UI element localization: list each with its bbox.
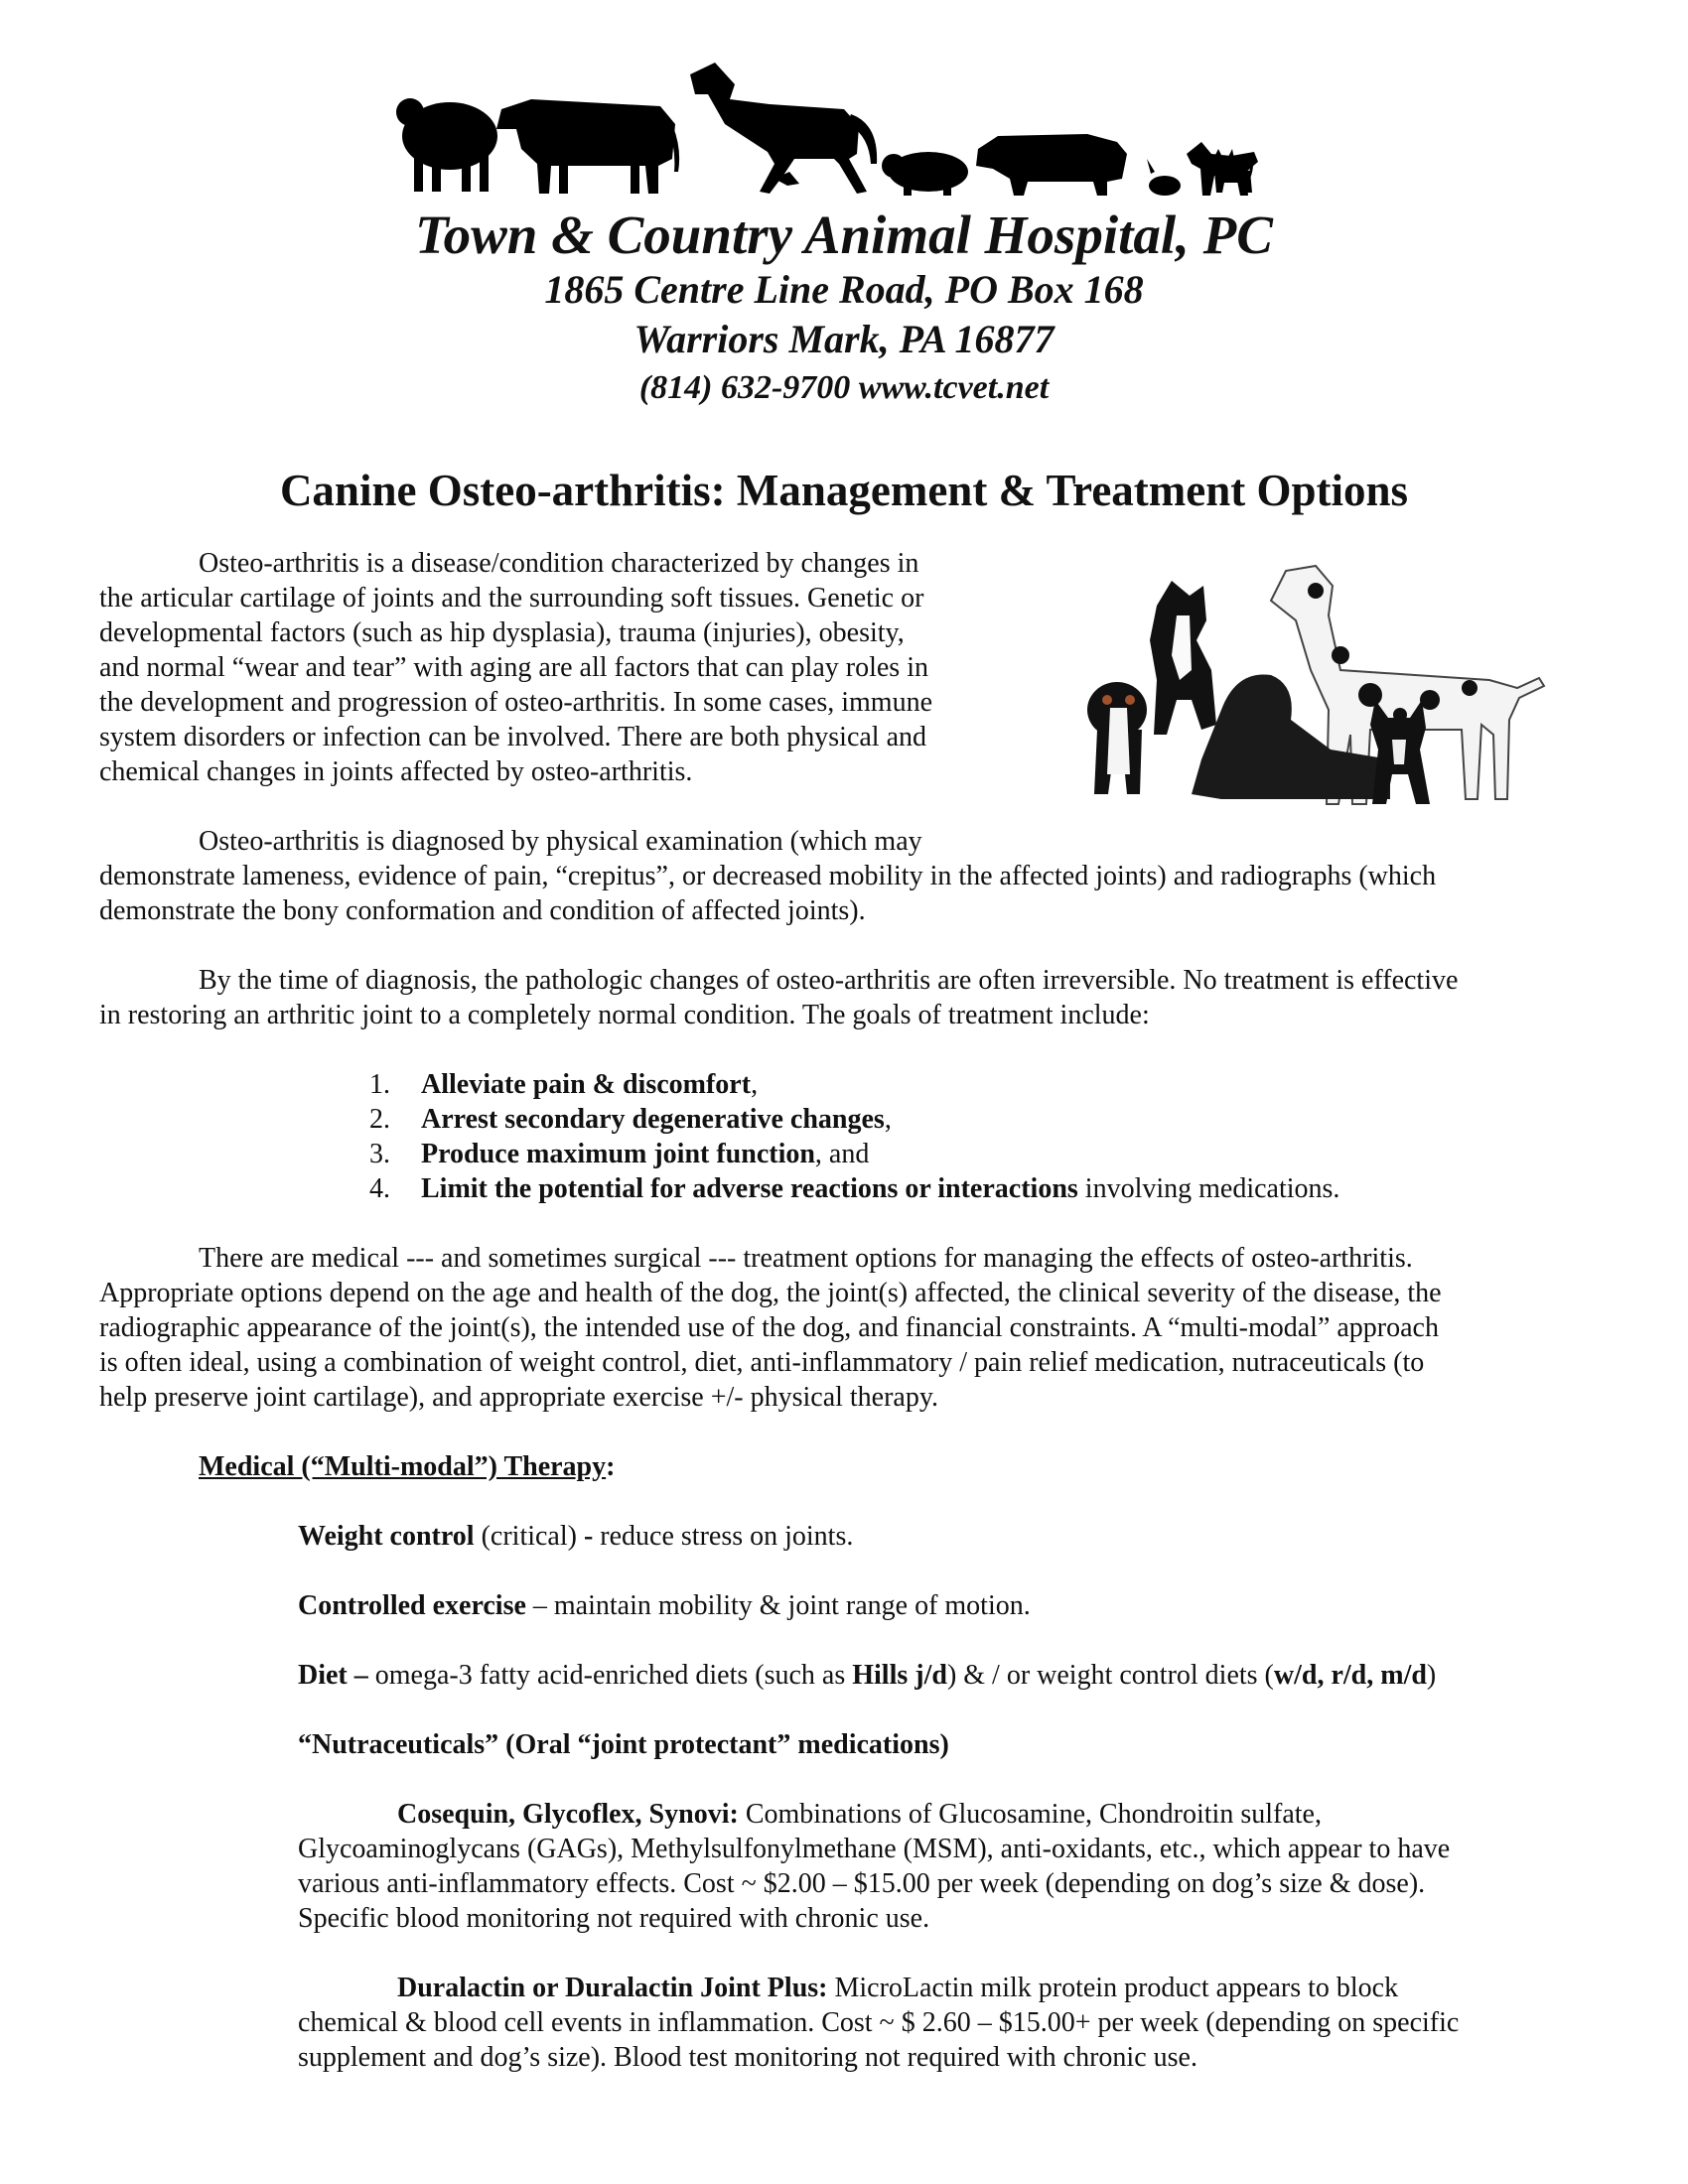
product-names: Duralactin or Duralactin Joint Plus: <box>397 1973 828 2003</box>
horse-icon <box>690 63 877 194</box>
goals-intro-paragraph <box>99 963 1648 1032</box>
duralactin-paragraph <box>298 1971 1648 2075</box>
item-text: – maintain mobility & joint range of motion. <box>525 1590 1031 1621</box>
text-line: various anti-inflammatory effects. Cost ~ $2.00 – $15.00 per week (depending on dog’s size & dose). <box>298 1868 1426 1899</box>
cow-icon <box>496 99 679 194</box>
text-line: system disorders or infection can be involved. There are both physical and <box>99 722 927 752</box>
text-line: is often ideal, using a combination of weight control, diet, anti-inflammatory / pain relief medication, nutraceuticals (to <box>99 1347 1425 1378</box>
address-line-1: 1865 Centre Line Road, PO Box 168 <box>544 267 1144 312</box>
goal-number: 3. <box>369 1139 390 1169</box>
sheep-icon <box>396 98 497 192</box>
heading-colon: : <box>606 1451 616 1482</box>
address-line-2: Warriors Mark, PA 16877 <box>633 317 1055 361</box>
text-line: supplement and dog’s size). Blood test monitoring not required with chronic use. <box>298 2042 1197 2073</box>
text-line: Appropriate options depend on the age and health of the dog, the joint(s) affected, the clinical severity of the disease, the <box>99 1278 1442 1308</box>
text-line: By the time of diagnosis, the pathologic changes of osteo-arthritis are often irreversible. No treatment is effective <box>199 965 1459 996</box>
text-line: Osteo-arthritis is diagnosed by physical examination (which may <box>199 826 922 857</box>
pig-icon <box>882 152 968 196</box>
medical-therapy-heading <box>199 1449 615 1484</box>
text-line: radiographic appearance of the joint(s), the intended use of the dog, and financial constraints. A “multi-modal” approach <box>99 1312 1439 1343</box>
section-heading: Medical (“Multi-modal”) Therapy <box>199 1451 607 1482</box>
goal-rest-text: , <box>751 1069 759 1100</box>
document-title: Canine Osteo-arthritis: Management & Treatment Options <box>279 466 1409 515</box>
item-text: MicroLactin milk protein product appears to block <box>827 1973 1399 2003</box>
goal-item <box>369 1137 869 1171</box>
goal-bold-text: Arrest secondary degenerative changes <box>421 1104 885 1135</box>
item-text: (critical) <box>474 1521 584 1552</box>
diet-types: w/d, r/d, m/d <box>1273 1660 1427 1691</box>
text-line: the development and progression of osteo-arthritis. In some cases, immune <box>99 687 933 718</box>
goal-item <box>369 1102 892 1137</box>
diet-item <box>298 1658 1436 1693</box>
item-dash: - <box>583 1521 594 1552</box>
text-line: Osteo-arthritis is a disease/condition characterized by changes in <box>199 548 919 579</box>
text-line: the articular cartilage of joints and the surrounding soft tissues. Genetic or <box>99 583 924 614</box>
diet-brand: Hills j/d <box>852 1660 947 1691</box>
goal-number: 2. <box>369 1104 390 1135</box>
animal-silhouettes-logo <box>392 55 1266 199</box>
goal-number: 1. <box>369 1069 390 1100</box>
text-line: chemical changes in joints affected by osteo-arthritis. <box>99 756 693 787</box>
item-text: ) & / or weight control diets ( <box>946 1660 1274 1691</box>
bull-icon <box>976 134 1127 196</box>
item-text: reduce stress on joints. <box>593 1521 854 1552</box>
text-line: Specific blood monitoring not required with chronic use. <box>298 1903 930 1934</box>
rabbit-icon <box>1147 159 1181 196</box>
puppy-icon <box>1087 682 1147 794</box>
subsection-heading: “Nutraceuticals” (Oral “joint protectant” medications) <box>298 1729 949 1760</box>
item-text: Combinations of Glucosamine, Chondroitin sulfate, <box>738 1799 1322 1830</box>
goal-bold-text: Produce maximum joint function <box>421 1139 815 1169</box>
text-line: demonstrate lameness, evidence of pain, “crepitus”, or decreased mobility in the affected joints) and radiographs (which <box>99 861 1437 891</box>
contact-line: (814) 632-9700 www.tcvet.net <box>638 369 1050 406</box>
controlled-exercise-item <box>298 1588 1031 1623</box>
text-line <box>298 1797 1648 1832</box>
intro-paragraph-1 <box>99 546 1023 789</box>
goal-bold-text: Limit the potential for adverse reactions or interactions <box>421 1173 1078 1204</box>
goal-bold-text: Alleviate pain & discomfort <box>421 1069 752 1100</box>
text-line <box>298 1971 1648 2005</box>
text-line: and normal “wear and tear” with aging are all factors that can play roles in <box>99 652 928 683</box>
goal-number: 4. <box>369 1173 390 1204</box>
item-text: omega-3 fatty acid-enriched diets (such as <box>367 1660 853 1691</box>
item-label: Weight control <box>298 1521 475 1552</box>
text-line: help preserve joint cartilage), and appropriate exercise +/- physical therapy. <box>99 1382 939 1413</box>
weight-control-item <box>298 1519 853 1554</box>
nutraceuticals-heading <box>298 1727 949 1762</box>
goal-item <box>369 1171 1339 1206</box>
border-collie-icon <box>1150 581 1216 735</box>
item-text: ) <box>1426 1660 1437 1691</box>
goal-rest-text: , <box>884 1104 892 1135</box>
goal-rest-text: , and <box>814 1139 870 1169</box>
text-line: Glycoaminoglycans (GAGs), Methylsulfonylmethane (MSM), anti-oxidants, etc., which appear to have <box>298 1834 1451 1864</box>
goal-rest-text: involving medications. <box>1077 1173 1340 1204</box>
product-names: Cosequin, Glycoflex, Synovi: <box>397 1799 739 1830</box>
treatment-options-paragraph <box>99 1241 1648 1415</box>
goal-item <box>369 1067 758 1102</box>
text-line: chemical & blood cell events in inflammation. Cost ~ $ 2.60 – $15.00+ per week (depending on specific <box>298 2007 1460 2038</box>
cat-icon <box>1206 149 1256 197</box>
item-label: Controlled exercise <box>298 1590 526 1621</box>
text-line: in restoring an arthritic joint to a completely normal condition. The goals of treatment include: <box>99 1000 1150 1030</box>
hospital-name: Town & Country Animal Hospital, PC <box>415 205 1273 265</box>
diagnosis-paragraph <box>99 824 1628 928</box>
text-line: demonstrate the bony conformation and condition of affected joints). <box>99 895 866 926</box>
item-label: Diet – <box>298 1660 368 1691</box>
text-line: There are medical --- and sometimes surgical --- treatment options for managing the effects of osteo-arthritis. <box>199 1243 1413 1274</box>
cosequin-paragraph <box>298 1797 1648 1936</box>
text-line: developmental factors (such as hip dysplasia), trauma (injuries), obesity, <box>99 617 905 648</box>
dogs-group-photo <box>1072 561 1549 819</box>
